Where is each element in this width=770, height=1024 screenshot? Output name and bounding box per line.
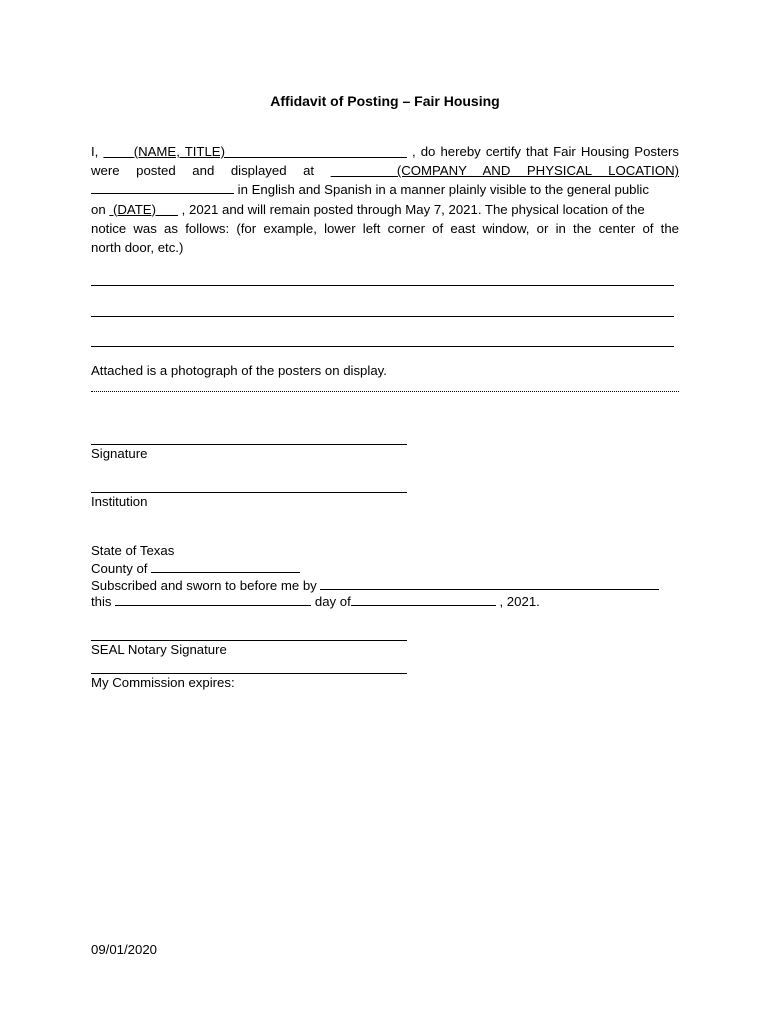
paragraph-line-4: on (DATE) , 2021 and will remain posted through May 7, 2021. The physical location of the bbox=[91, 201, 645, 217]
paragraph-line-3: in English and Spanish in a manner plainly visible to the general public bbox=[91, 180, 679, 199]
location-line-3 bbox=[91, 346, 674, 347]
name-title-field: (NAME, TITLE) bbox=[133, 144, 225, 159]
signature-line bbox=[91, 444, 407, 445]
commission-line bbox=[91, 673, 407, 674]
paragraph-line-6: north door, etc.) bbox=[91, 239, 184, 255]
certification-paragraph bbox=[91, 142, 679, 257]
date-field: (DATE) bbox=[113, 201, 156, 217]
location-line-2 bbox=[91, 316, 674, 317]
attached-photo-text: Attached is a photograph of the posters on display. bbox=[91, 363, 387, 378]
seal-notary-label: SEAL Notary Signature bbox=[91, 642, 227, 657]
location-line-1 bbox=[91, 285, 674, 286]
location-continuation-line bbox=[91, 181, 234, 194]
notary-signature-line bbox=[91, 640, 407, 641]
paragraph-line-2: were posted and displayed at (COMPANY AND PHYSICAL LOCATION) bbox=[91, 163, 679, 179]
paragraph-line-1: I, (NAME, TITLE) , do hereby certify that Fair Housing Posters bbox=[91, 144, 680, 159]
document-title: Affidavit of Posting – Fair Housing bbox=[270, 93, 500, 109]
footer-date: 09/01/2020 bbox=[91, 942, 158, 957]
day-blank bbox=[115, 593, 311, 606]
dotted-separator bbox=[91, 391, 679, 392]
day-of-row: this day of , 2021. bbox=[91, 594, 540, 609]
county-row: County of bbox=[91, 560, 300, 576]
paragraph-line-5: notice was as follows: (for example, lower left corner of east window, or in the center of the bbox=[91, 220, 679, 236]
county-blank bbox=[151, 560, 300, 573]
state-text: State of Texas bbox=[91, 543, 175, 558]
institution-line bbox=[91, 492, 407, 493]
institution-label: Institution bbox=[91, 494, 148, 509]
subscribed-row: Subscribed and sworn to before me by bbox=[91, 577, 659, 593]
commission-label: My Commission expires: bbox=[91, 675, 235, 690]
month-blank bbox=[351, 593, 496, 606]
subscribed-by-blank bbox=[320, 577, 659, 590]
signature-label: Signature bbox=[91, 446, 148, 461]
company-location-field: (COMPANY AND PHYSICAL LOCATION) bbox=[396, 163, 679, 179]
